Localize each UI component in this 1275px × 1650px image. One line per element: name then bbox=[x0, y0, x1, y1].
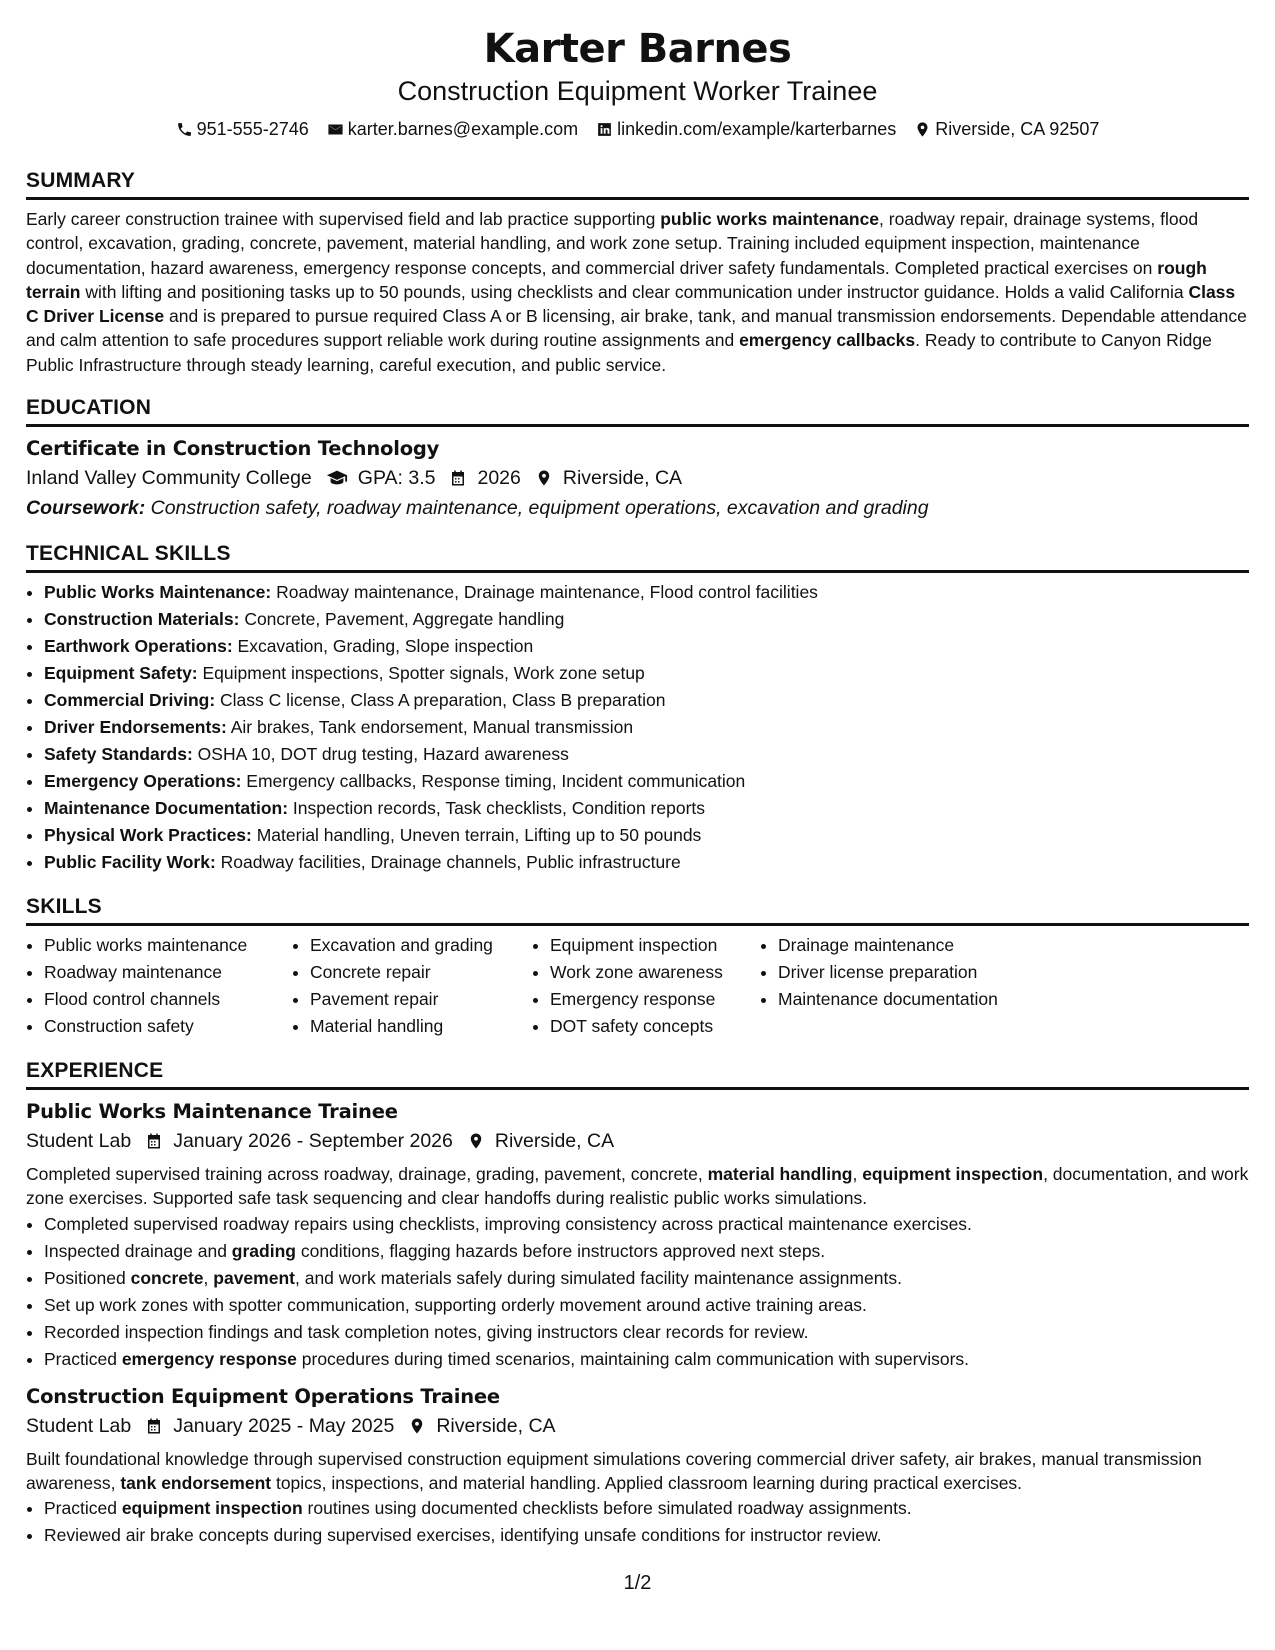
list-item: • Work zone awareness bbox=[550, 959, 760, 986]
technical-skills-heading: TECHNICAL SKILLS bbox=[26, 541, 1249, 573]
list-item: • Public works maintenance bbox=[44, 932, 292, 959]
job-org: Student Lab bbox=[26, 1414, 132, 1437]
job-title: Construction Equipment Operations Trainee bbox=[26, 1384, 500, 1408]
bold-text: Class C Driver License bbox=[26, 281, 1236, 327]
bold-text: material handling bbox=[707, 1164, 853, 1185]
job-dates: January 2026 - September 2026 bbox=[173, 1130, 453, 1153]
text-run: Early career construction trainee with supervised field and lab practice supporting bbox=[26, 209, 661, 229]
skill-category: Public Facility Work: bbox=[44, 852, 216, 873]
contact-linkedin[interactable] bbox=[596, 116, 896, 142]
education-meta bbox=[26, 463, 1249, 493]
graduation-year: 2026 bbox=[477, 467, 521, 490]
skill-category: Public Works Maintenance: bbox=[44, 582, 272, 603]
job-description bbox=[26, 1447, 1249, 1496]
bold-text: rough terrain bbox=[26, 257, 1207, 302]
job-org: Student Lab bbox=[26, 1130, 132, 1153]
text-run: , documentation, and work zone exercises. Supported safe task sequencing and clear handoffs during realistic public works simulations. bbox=[26, 1164, 1249, 1209]
text-run: , and work materials safely during simulated facility maintenance assignments. bbox=[294, 1267, 902, 1288]
text-run: , bbox=[852, 1164, 863, 1185]
list-item: • Excavation and grading bbox=[310, 932, 532, 959]
list-item: • Drainage maintenance bbox=[778, 932, 1078, 959]
list-item bbox=[44, 741, 1249, 768]
list-item bbox=[44, 1319, 1249, 1346]
list-item bbox=[44, 768, 1249, 795]
list-item bbox=[44, 1238, 1249, 1265]
job-location: Riverside, CA bbox=[436, 1414, 556, 1437]
skill-category: Safety Standards: bbox=[44, 744, 193, 765]
linkedin-link[interactable]: linkedin.com/example/karterbarnes bbox=[617, 119, 897, 139]
experience-entry bbox=[26, 1098, 1249, 1373]
candidate-title: Construction Equipment Worker Trainee bbox=[397, 76, 878, 106]
text-run: Recorded inspection findings and task completion notes, giving instructors clear records for review. bbox=[44, 1321, 809, 1342]
skill-values: Air brakes, Tank endorsement, Manual transmission bbox=[226, 717, 634, 738]
list-item bbox=[44, 1495, 1249, 1522]
text-run: Set up work zones with spotter communication, supporting orderly movement around active training areas. bbox=[44, 1294, 867, 1315]
calendar-icon bbox=[145, 1417, 163, 1435]
skills-section bbox=[26, 894, 1249, 1040]
text-run: Completed supervised roadway repairs using checklists, improving consistency across practical maintenance exercises. bbox=[44, 1213, 972, 1234]
skill-category: Emergency Operations: bbox=[44, 771, 242, 792]
text-run: and is prepared to pursue required Class A or B licensing, air brake, tank, and manual transmission endorsements. Dependable attendance and calm attention to safe procedures support reliable work during routine assignments and bbox=[26, 306, 1247, 351]
gpa-text: GPA: 3.5 bbox=[357, 467, 436, 490]
job-bullets bbox=[26, 1211, 1249, 1373]
skills-column bbox=[26, 932, 292, 1040]
list-item: • Maintenance documentation bbox=[778, 986, 1078, 1013]
bold-text: emergency response bbox=[121, 1348, 297, 1369]
skills-column bbox=[292, 932, 532, 1040]
coursework-label: Coursework: bbox=[26, 497, 146, 520]
text-run: procedures during timed scenarios, maintaining calm communication with supervisors. bbox=[296, 1348, 970, 1369]
contact-bar bbox=[26, 116, 1249, 142]
list-item bbox=[44, 714, 1249, 741]
degree-title: Certificate in Construction Technology bbox=[26, 437, 440, 461]
technical-skills-list bbox=[26, 579, 1249, 876]
bold-text: grading bbox=[231, 1240, 296, 1261]
candidate-name: Karter Barnes bbox=[483, 26, 792, 72]
text-run: conditions, flagging hazards before instructors approved next steps. bbox=[295, 1240, 826, 1261]
list-item bbox=[44, 633, 1249, 660]
map-pin-icon bbox=[535, 469, 553, 487]
job-meta bbox=[26, 1126, 1249, 1156]
page-number: 1/2 bbox=[623, 1572, 652, 1594]
skills-grid bbox=[26, 932, 1249, 1040]
skill-values: Inspection records, Task checklists, Condition reports bbox=[288, 798, 706, 819]
calendar-icon bbox=[449, 469, 467, 487]
skill-category: Commercial Driving: bbox=[44, 690, 216, 711]
phone-icon bbox=[176, 121, 193, 138]
text-run: Positioned bbox=[44, 1267, 131, 1288]
skills-heading: SKILLS bbox=[26, 894, 1249, 926]
list-item bbox=[44, 1211, 1249, 1238]
bold-text: concrete bbox=[130, 1267, 204, 1288]
experience-entry bbox=[26, 1383, 1249, 1550]
job-title: Public Works Maintenance Trainee bbox=[26, 1100, 398, 1124]
envelope-icon bbox=[327, 121, 344, 138]
skill-values: Material handling, Uneven terrain, Lifting up to 50 pounds bbox=[251, 825, 702, 846]
text-run: Inspected drainage and bbox=[44, 1240, 232, 1261]
skill-category: Physical Work Practices: bbox=[44, 825, 252, 846]
skill-values: Roadway facilities, Drainage channels, Public infrastructure bbox=[215, 852, 681, 873]
list-item: • Driver license preparation bbox=[778, 959, 1078, 986]
list-item bbox=[44, 1346, 1249, 1373]
skill-category: Maintenance Documentation: bbox=[44, 798, 289, 819]
phone-text: 951-555-2746 bbox=[196, 119, 309, 139]
job-meta bbox=[26, 1411, 1249, 1441]
text-run: Completed supervised training across roadway, drainage, grading, pavement, concrete, bbox=[26, 1164, 708, 1185]
skill-values: Concrete, Pavement, Aggregate handling bbox=[239, 609, 565, 630]
email-link[interactable]: karter.barnes@example.com bbox=[347, 119, 579, 139]
list-item: • Emergency response bbox=[550, 986, 760, 1013]
skill-values: Class C license, Class A preparation, Class B preparation bbox=[215, 690, 666, 711]
list-item bbox=[44, 660, 1249, 687]
contact-phone bbox=[176, 116, 309, 142]
text-run: with lifting and positioning tasks up to 50 pounds, using checklists and clear communication under instructor guidance. Holds a valid California bbox=[80, 281, 1189, 302]
location-text: Riverside, CA 92507 bbox=[935, 119, 1100, 139]
text-run: . Ready to contribute to Canyon Ridge Public Infrastructure through steady learning, careful execution, and public service. bbox=[26, 330, 1212, 375]
list-item: • Pavement repair bbox=[310, 986, 532, 1013]
skill-values: Emergency callbacks, Response timing, Incident communication bbox=[241, 771, 746, 792]
text-run: routines using documented checklists before simulated roadway assignments. bbox=[302, 1498, 912, 1519]
text-run: , bbox=[203, 1267, 214, 1288]
bold-text: public works maintenance bbox=[660, 209, 880, 229]
summary-text bbox=[26, 207, 1249, 377]
skill-values: Excavation, Grading, Slope inspection bbox=[232, 636, 534, 657]
job-description bbox=[26, 1162, 1249, 1211]
linkedin-icon bbox=[596, 121, 613, 138]
list-item: • Concrete repair bbox=[310, 959, 532, 986]
bold-text: equipment inspection bbox=[862, 1164, 1044, 1185]
text-run: Reviewed air brake concepts during supervised exercises, identifying unsafe conditions for instructor review. bbox=[44, 1525, 882, 1546]
bold-text: emergency callbacks bbox=[739, 330, 916, 351]
list-item bbox=[44, 606, 1249, 633]
list-item bbox=[44, 822, 1249, 849]
skill-category: Construction Materials: bbox=[44, 609, 240, 630]
graduation-cap-icon bbox=[326, 467, 348, 489]
technical-skills-section bbox=[26, 541, 1249, 876]
contact-email[interactable] bbox=[327, 116, 578, 142]
coursework-text: Construction safety, roadway maintenance, equipment operations, excavation and grading bbox=[145, 497, 929, 520]
list-item: • Roadway maintenance bbox=[44, 959, 292, 986]
bold-text: equipment inspection bbox=[121, 1498, 303, 1519]
skill-category: Equipment Safety: bbox=[44, 663, 198, 684]
map-pin-icon bbox=[467, 1132, 485, 1150]
summary-heading: SUMMARY bbox=[26, 168, 1249, 200]
list-item: • Construction safety bbox=[44, 1013, 292, 1040]
bold-text: pavement bbox=[213, 1267, 295, 1288]
text-run: Practiced bbox=[44, 1498, 122, 1519]
education-heading: EDUCATION bbox=[26, 395, 1249, 427]
text-run: topics, inspections, and material handling. Applied classroom learning during practical exercises. bbox=[271, 1472, 1023, 1493]
experience-section bbox=[26, 1058, 1249, 1549]
skill-values: Equipment inspections, Spotter signals, Work zone setup bbox=[197, 663, 645, 684]
coursework-line bbox=[26, 493, 1249, 523]
map-pin-icon bbox=[914, 121, 931, 138]
text-run: , roadway repair, drainage systems, flood control, excavation, grading, concrete, pavement, material handling, and work zone setup. Training included equipment inspection, maintenance documentation, hazard awareness, emergency response concepts, and commercial driver safety fundamentals. Completed practical exercises on bbox=[26, 209, 1199, 278]
list-item: • Equipment inspection bbox=[550, 932, 760, 959]
list-item bbox=[44, 849, 1249, 876]
job-dates: January 2025 - May 2025 bbox=[173, 1414, 395, 1437]
summary-section bbox=[26, 168, 1249, 377]
list-item bbox=[44, 1292, 1249, 1319]
education-section bbox=[26, 395, 1249, 523]
list-item: • Material handling bbox=[310, 1013, 532, 1040]
skill-values: OSHA 10, DOT drug testing, Hazard awareness bbox=[192, 744, 569, 765]
calendar-icon bbox=[145, 1132, 163, 1150]
list-item bbox=[44, 579, 1249, 606]
list-item: • Flood control channels bbox=[44, 986, 292, 1013]
list-item bbox=[44, 1265, 1249, 1292]
school-location: Riverside, CA bbox=[562, 467, 683, 490]
skills-column bbox=[532, 932, 760, 1040]
skill-category: Driver Endorsements: bbox=[44, 717, 227, 738]
job-bullets bbox=[26, 1495, 1249, 1549]
text-run: Practiced bbox=[44, 1348, 122, 1369]
map-pin-icon bbox=[408, 1417, 426, 1435]
skill-values: Roadway maintenance, Drainage maintenance, Flood control facilities bbox=[271, 582, 818, 603]
list-item bbox=[44, 687, 1249, 714]
contact-location bbox=[914, 116, 1099, 142]
job-location: Riverside, CA bbox=[494, 1130, 615, 1153]
list-item bbox=[44, 1522, 1249, 1549]
skill-category: Earthwork Operations: bbox=[44, 636, 233, 657]
skills-column bbox=[760, 932, 1078, 1040]
list-item: • DOT safety concepts bbox=[550, 1013, 760, 1040]
text-run: Built foundational knowledge through supervised construction equipment simulations covering commercial driver safety, air brakes, manual transmission awareness, bbox=[26, 1448, 1202, 1493]
experience-heading: EXPERIENCE bbox=[26, 1058, 1249, 1090]
bold-text: tank endorsement bbox=[120, 1472, 272, 1493]
resume-header bbox=[26, 24, 1249, 142]
list-item bbox=[44, 795, 1249, 822]
school-name: Inland Valley Community College bbox=[26, 467, 312, 490]
